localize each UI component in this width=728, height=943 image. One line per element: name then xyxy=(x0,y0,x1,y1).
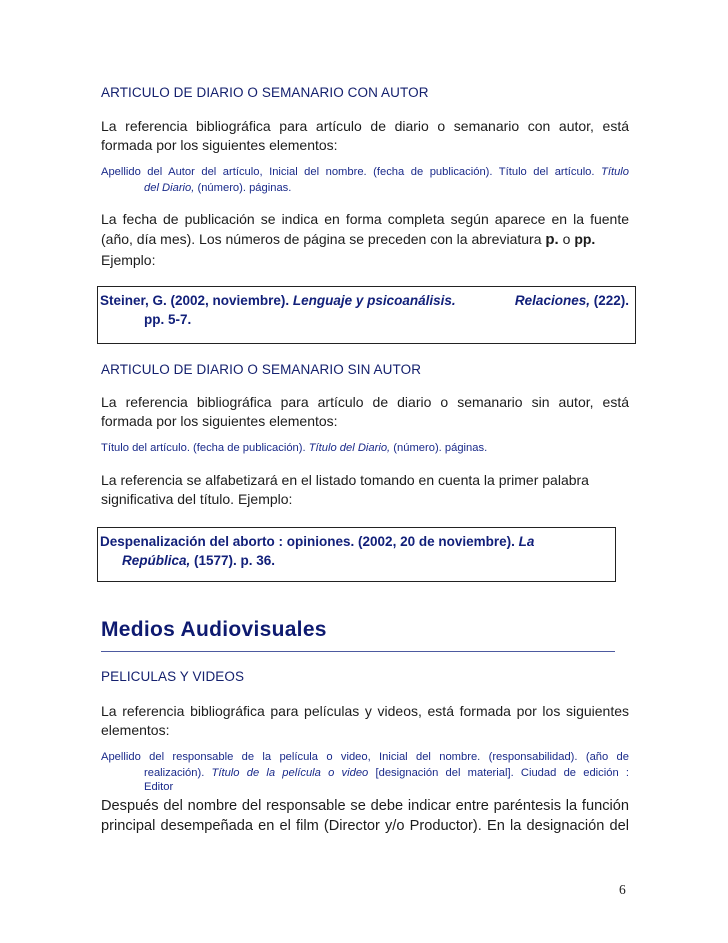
example-text: Steiner, G. (2002, noviembre). xyxy=(100,293,293,308)
section-title: Medios Audiovisuales xyxy=(101,618,327,641)
text-line: Después del nombre del responsable se debe indicar entre paréntesis la función xyxy=(101,798,629,814)
section-heading: PELICULAS Y VIDEOS xyxy=(101,669,245,684)
abbrev-pp: pp. xyxy=(574,231,596,247)
paragraph xyxy=(101,796,629,836)
format-text: [designación del material]. Ciudad de edición : xyxy=(368,767,630,779)
text-line: principal desempeñada en el film (Director y/o Productor). En la designación del xyxy=(101,818,629,834)
text-line: La referencia bibliográfica para artículo de diario o semanario con autor, está xyxy=(101,118,629,134)
text-line: La referencia se alfabetizará en el listado tomando en cuenta la primer palabra xyxy=(101,472,589,488)
example-box xyxy=(97,286,636,344)
example-italic: Lenguaje y psicoanálisis. xyxy=(292,293,456,308)
text-line: (año, día mes). Los números de página se preceden con la abreviatura xyxy=(101,231,546,247)
example-text: (222). xyxy=(589,293,629,308)
format-text: (número). páginas. xyxy=(390,442,488,454)
text-line: La referencia bibliográfica para artículo de diario o semanario sin autor, está xyxy=(101,394,629,410)
format-text: Título del artículo. (fecha de publicación). xyxy=(101,442,309,454)
format-italic: Título xyxy=(601,166,629,178)
text-line: significativa del título. Ejemplo: xyxy=(101,491,293,507)
citation-format xyxy=(101,164,629,196)
text-line: Ejemplo: xyxy=(101,252,156,268)
format-italic: Título del Diario, xyxy=(308,442,391,454)
format-text: (número). páginas. xyxy=(194,182,292,194)
text-line: La fecha de publicación se indica en forma completa según aparece en la fuente xyxy=(101,211,629,227)
format-italic: del Diario, xyxy=(144,182,195,194)
text-line: o xyxy=(558,231,575,247)
text-line: La referencia bibliográfica para películas y videos, está formada por los siguientes xyxy=(101,703,629,719)
section-heading: ARTICULO DE DIARIO O SEMANARIO CON AUTOR xyxy=(101,85,429,100)
paragraph xyxy=(101,471,629,509)
citation-format xyxy=(101,440,629,456)
example-text: Despenalización del aborto : opiniones. (2002, 20 de noviembre). xyxy=(100,534,519,549)
example-italic: Relaciones, xyxy=(514,293,590,308)
example-text: pp. 5-7. xyxy=(144,312,192,327)
format-italic: Título de la película o video xyxy=(211,767,369,779)
paragraph xyxy=(101,702,629,740)
section-heading: ARTICULO DE DIARIO O SEMANARIO SIN AUTOR xyxy=(101,362,422,377)
paragraph xyxy=(101,209,629,270)
paragraph xyxy=(101,393,629,431)
text-line: elementos: xyxy=(101,722,170,738)
title-underline xyxy=(101,651,615,652)
example-italic: La xyxy=(518,534,535,549)
page-number: 6 xyxy=(619,882,626,897)
example-box xyxy=(97,527,616,582)
text-line: formada por los siguientes elementos: xyxy=(101,137,338,153)
abbrev-p: p. xyxy=(545,231,559,248)
format-text: Editor xyxy=(144,781,174,793)
text-line: formada por los siguientes elementos: xyxy=(101,413,338,429)
paragraph xyxy=(101,117,629,155)
format-text: Apellido del responsable de la película o video, Inicial del nombre. (responsabilidad). (año de xyxy=(101,751,629,763)
example-text: (1577). p. 36. xyxy=(190,553,276,568)
citation-format xyxy=(101,749,629,793)
format-text: Apellido del Autor del artículo, Inicial del nombre. (fecha de publicación). Título del artículo. xyxy=(101,166,602,178)
example-italic: República, xyxy=(122,553,191,568)
format-text: realización). xyxy=(144,767,212,779)
